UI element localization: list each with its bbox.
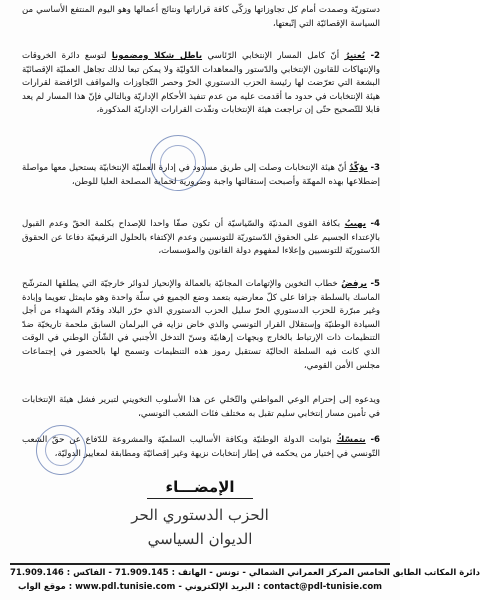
point-3-number: 3-: [370, 163, 380, 173]
point-2: [22, 50, 380, 118]
point-6-keyword: يتمسّكُ: [336, 435, 366, 445]
point-3-keyword: يؤكّدُ: [349, 163, 368, 173]
point-4-keyword: يهيبُ: [344, 219, 367, 229]
point-2-text-b: لتوسع دائرة الخروقات والإنتهاكات للقانون الإنتخابي والدّستور والمعاهدات الدّوليّة ولا يمكن تبعا لذلك تجاهل العمليّة الإقصائيّة البشعة التي تعرّضت لها رئيسة الحزب الدستوري الحرّ وحصر التّجاوزات والمواقف الرّافضة لقرارات هيئة الإنتخابات في حدود ما أقدمت عليه من عدم تنفيذ الأحكام الإداريّة وبالتالي فإنّ هذا المسار لم يعد قابلا للتّصحيح حتّى إن تراجعت هيئة الإنتخابات ونفّذت القرارات الإداريّة المذكورة،: [22, 51, 380, 116]
signature-title: الإمضـــاء: [165, 478, 235, 496]
point-2-number: 2-: [370, 51, 381, 61]
point-2-keyword: يُعتبِرُ: [344, 51, 366, 61]
point-6-number: 6-: [370, 435, 381, 445]
stamp-icon: [34, 423, 89, 478]
point-5: [22, 278, 380, 373]
point-4: [22, 218, 380, 259]
point-2-text-a: أنّ كامل المسار الإنتخابي الرّئاسي: [207, 51, 340, 61]
footer-web: موقع الواب : www.pdl.tunisie.com - البريد الإلكتروني : contact@pdl-tunisie.com: [17, 582, 383, 592]
signature-office: الديوان السياسي: [147, 530, 253, 548]
point-6-text: بثوابت الدولة الوطنيّة وبكافة الأساليب السلميّة والمشروعة للدّفاع عن حقّ الشعب التّونسي في إختيار من يحكمه في إطار إنتخابات نزيهة وغير إقصائيّة ومطابقة لمعايير الدوليّة،: [22, 435, 380, 459]
signature-party: الحزب الدستوري الحر: [131, 506, 269, 524]
intro-text: دستوريّة وصمدت أمام كل تجاوزاتها وزكّى كافة قراراتها ونتائج أعمالها وهو اليوم المنتفع الأساسي من السياسة الإقصائيّة التي إتّبعتها،: [22, 5, 380, 29]
point-5-text-b: ويدعوه إلى إحترام الوعي المواطني والتّخلي عن هذا الأسلوب التخويني لتبرير فشل هيئة الإنتخابات في تأمين مسار إنتخابي سليم تقبل به مختلف فئات الشعب التونسي،: [22, 395, 380, 419]
signature-underline: [147, 498, 253, 499]
point-2-emphasis: باطل شكلا ومضمونا: [111, 51, 203, 61]
intro-paragraph: [22, 4, 380, 31]
point-4-number: 4-: [370, 219, 381, 229]
point-3-text: أنّ هيئة الإنتخابات وصلت إلى طريق مسدود في إدارة العمليّة الإنتخابيّة يستحيل معها مواصلة إضطلاعها بهذه المهمّة وأصبحت إستقالتها واجبة وضرورية لحماية المصلحة العليا للوطن،: [21, 163, 380, 187]
stamp-inner-ring: [158, 143, 199, 184]
stamp-inner-ring: [43, 432, 78, 467]
point-5-keyword: يرفضُ: [341, 279, 368, 289]
point-5-continued: [22, 394, 380, 421]
footer-divider: [10, 563, 390, 565]
point-5-number: 5-: [370, 279, 380, 289]
point-4-text: بكافة القوى المدنيّة والسّياسيّة أن تكون صفّا واحدا للإصداح بكلمة الحقّ وعدم القبول بالإعتداء الجسيم على الحقوق الدّستوريّة للتونسيين وعدم الإكتفاء بالحلول الترقيعيّة دفاعا عن الحقوق الدّستوريّة للتونسيين وإعلاءا لمفهوم دولة القانون والمؤسسات،: [22, 219, 380, 257]
footer-address: دائرة المكاتب الطابق الخامس المركز العمراني الشمالي - تونس - الهاتف : 71.909.145 - الفاكس : 71.909.146: [10, 568, 480, 578]
point-5-text-a: خطاب التخوين والإتهامات المجانيّة بالعمالة والإنحياز لدوائر خارجيّة التي يطلقها المترشّح الماسك بالسلطة جزافا على كلّ معارضيه بتعمد وضع الجميع في سلّة واحدة وهو مايمثل تعويما وإبادة وغير مبرّرة للحزب الدستوري الحرّ سليل الحزب الدستوري الذي حرّر البلاد وقدّم الشهداء من أجل السيادة الوطنيّة وإستقلال القرار التونسي والذي خاض نزايه في البرلمان السابق ملحمة تاريخيّة ضدّ التنظيمات ذات الإرتباط بالخارج وبجهات إرهابيّة وسنّ التدخل الأجنبي في الشّأن الوطني في الوقت الذي كانت فيه السلطة الحاليّة تستقبل رموز هذه التنظيمات وتسمح لها بالحضور في إجتماعات مجلس الأمن القومي،: [22, 279, 380, 371]
